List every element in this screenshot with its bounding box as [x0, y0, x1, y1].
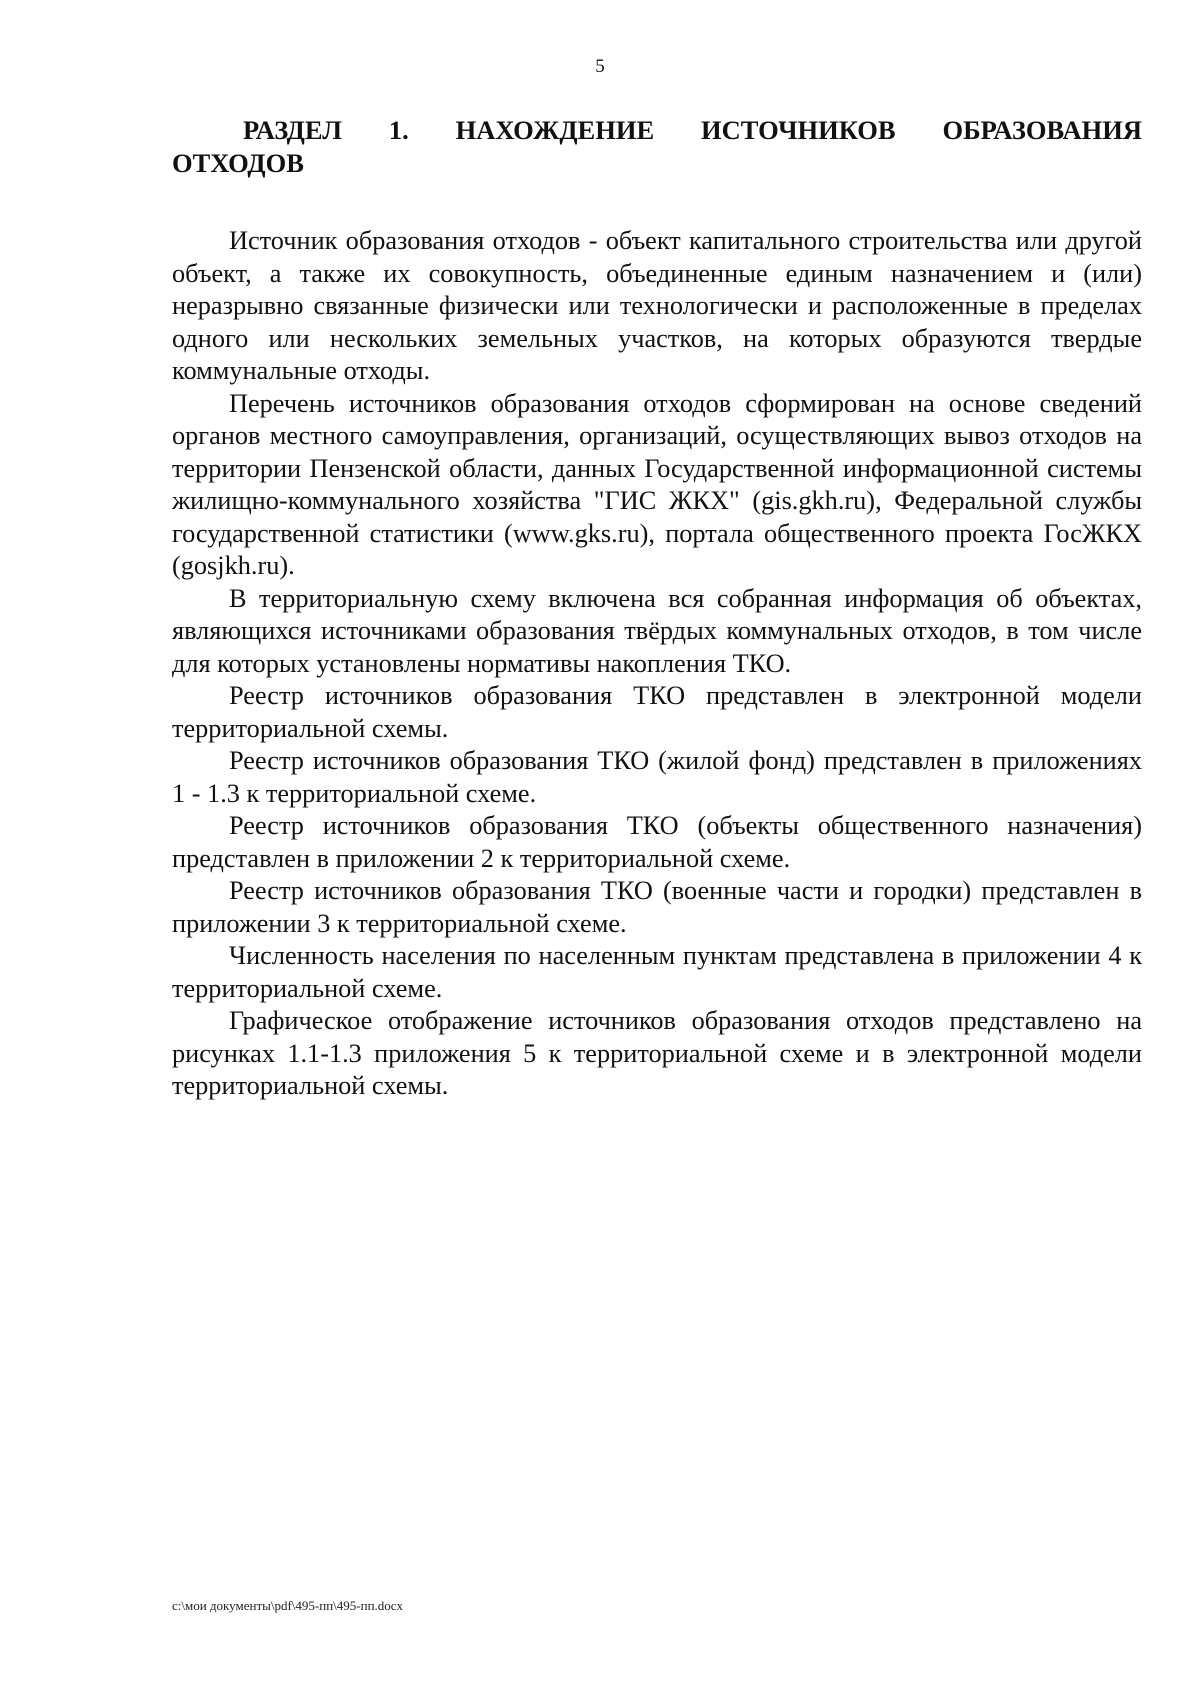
paragraph-waste-source-definition: Источник образования отходов - объект капитального строительства или другой объект, а также их совокупность, объединенные единым назначением и (или) неразрывно связанные физически или технологически и расположенные в пределах одного или нескольких земельных участков, на которых образуются твердые коммунальные отходы.: [172, 226, 1142, 385]
paragraph-scheme-scope: В территориальную схему включена вся собранная информация об объектах, являющихся источниками образования твёрдых коммунальных отходов, в том числе для которых установлены нормативы накопления ТКО.: [172, 583, 1142, 678]
file-path-footer: c:\мои документы\pdf\495-пп\495-пп.docx: [172, 1598, 404, 1613]
paragraph-data-sources: Перечень источников образования отходов сформирован на основе сведений органов местного самоуправления, организаций, осуществляющих вывоз отходов на территории Пензенской области, данных Государственной информационной системы жилищно-коммунального хозяйства "ГИС ЖКХ" (gis.gkh.ru), Федеральной службы государственной статистики (www.gks.ru), портала общественного проекта ГосЖКХ (gosjkh.ru).: [172, 388, 1142, 580]
page-number: 5: [595, 56, 605, 77]
section-title: РАЗДЕЛ 1. НАХОЖДЕНИЕ ИСТОЧНИКОВ ОБРАЗОВАНИЯ ОТХОДОВ: [172, 115, 1142, 178]
document-body: [172, 114, 1142, 1103]
paragraph-registry-military: Реестр источников образования ТКО (военные части и городки) представлен в приложении 3 к территориальной схеме.: [172, 876, 1142, 938]
paragraph-registry-electronic-model: Реестр источников образования ТКО представлен в электронной модели территориальной схемы.: [172, 681, 1142, 743]
paragraph-list: [172, 225, 1142, 1103]
paragraph-graphic-display: Графическое отображение источников образования отходов представлено на рисунках 1.1-1.3 приложения 5 к территориальной схеме и в электронной модели территориальной схемы.: [172, 1006, 1142, 1100]
paragraph-registry-housing: Реестр источников образования ТКО (жилой фонд) представлен в приложениях 1 - 1.3 к территориальной схеме.: [172, 746, 1142, 808]
paragraph-population: Численность населения по населенным пунктам представлена в приложении 4 к территориальной схеме.: [172, 941, 1142, 1003]
paragraph-registry-public-facilities: Реестр источников образования ТКО (объекты общественного назначения) представлен в приложении 2 к территориальной схеме.: [172, 811, 1142, 873]
